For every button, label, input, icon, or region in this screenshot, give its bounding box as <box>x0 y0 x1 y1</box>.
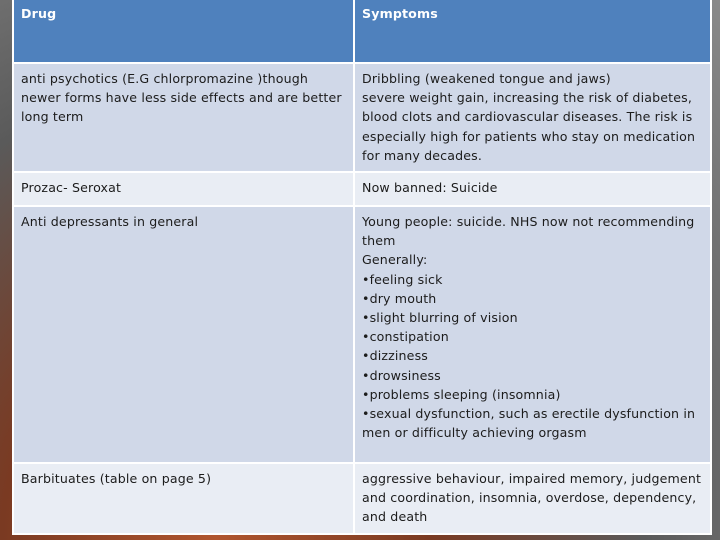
symptom-line: •dry mouth <box>362 290 437 306</box>
symptom-line: severe weight gain, increasing the risk of diabetes, blood clots and cardiovascular diseases. The risk is especially high for patients who stay on medication for many decades. <box>362 90 696 163</box>
drug-cell: Barbituates (table on page 5) <box>13 463 354 534</box>
symptoms-cell <box>354 463 711 534</box>
symptom-line: Dribbling (weakened tongue and jaws) <box>362 71 611 86</box>
table-row <box>13 172 711 206</box>
header-drug: Drug <box>13 0 354 63</box>
drug-symptoms-table-container <box>12 0 712 525</box>
symptoms-cell <box>354 63 711 172</box>
header-symptoms: Symptoms <box>354 0 711 63</box>
symptom-line: Generally: <box>362 252 428 268</box>
header-row <box>13 0 711 63</box>
drug-symptoms-table <box>12 0 712 535</box>
symptom-line: Now banned: Suicide <box>362 180 498 196</box>
drug-cell: Anti depressants in general <box>13 206 354 463</box>
drug-cell: Prozac- Seroxat <box>13 172 354 206</box>
symptom-line: •drowsiness <box>362 367 441 383</box>
symptoms-cell <box>354 172 711 206</box>
drug-cell: anti psychotics (E.G chlorpromazine )though newer forms have less side effects and are better long term <box>13 63 354 172</box>
symptom-line: •slight blurring of vision <box>362 310 518 326</box>
symptom-line: •constipation <box>362 329 449 345</box>
table-row <box>13 206 711 463</box>
symptom-line: •problems sleeping (insomnia) <box>362 386 561 402</box>
table-row <box>13 463 711 534</box>
table-row <box>13 63 711 172</box>
symptom-line: •dizziness <box>362 348 428 364</box>
symptoms-cell <box>354 206 711 463</box>
symptom-line: •feeling sick <box>362 271 443 287</box>
symptom-line: •sexual dysfunction, such as erectile dysfunction in men or difficulty achieving orgasm <box>362 406 696 441</box>
symptom-line: aggressive behaviour, impaired memory, judgement and coordination, insomnia, overdose, dependency, and death <box>362 471 702 525</box>
symptom-line: Young people: suicide. NHS now not recommending them <box>362 214 695 249</box>
